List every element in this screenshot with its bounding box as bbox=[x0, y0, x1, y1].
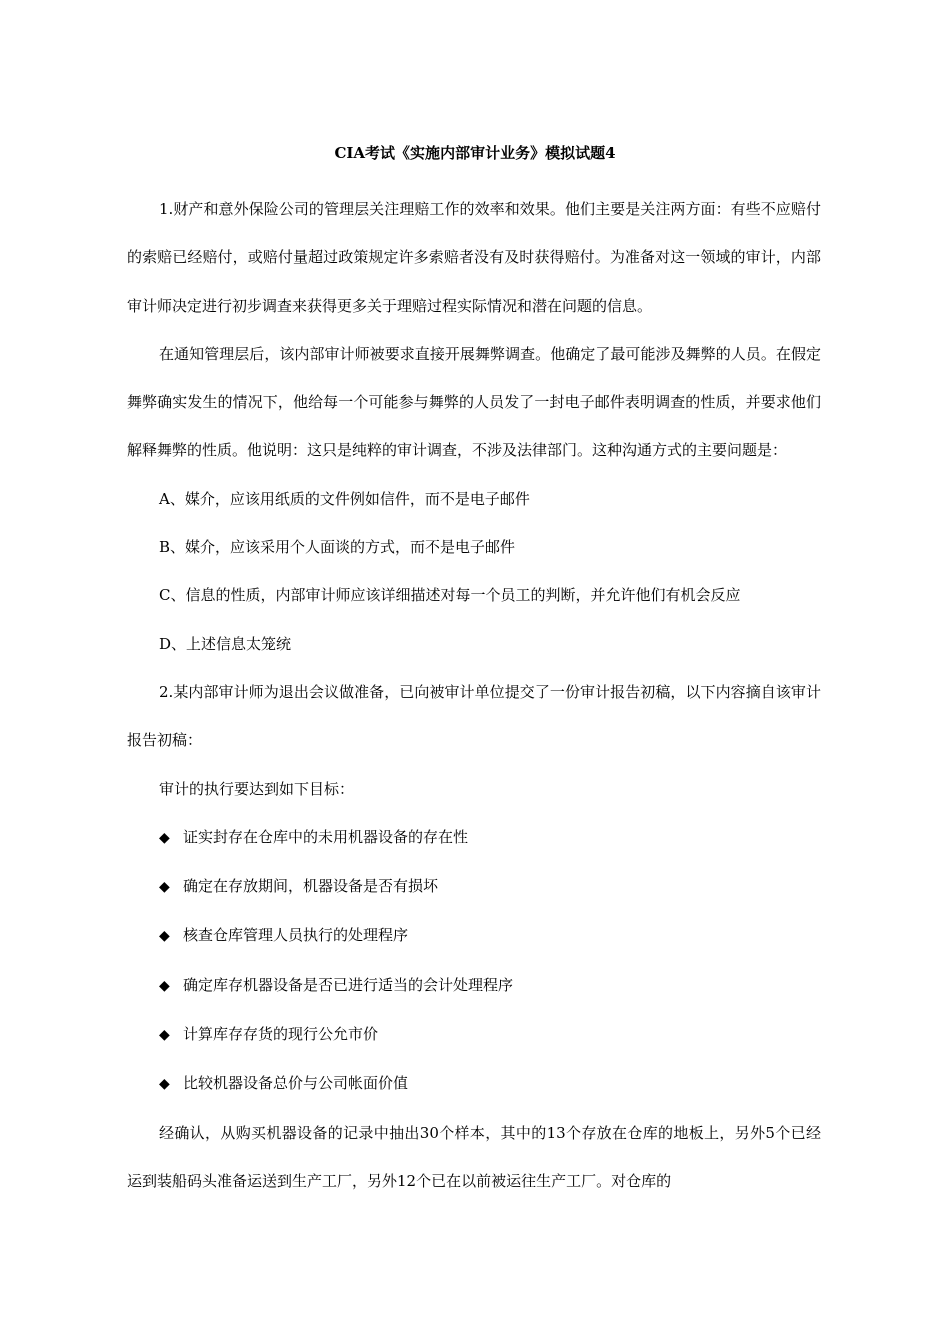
q1-paragraph-2: 在通知管理层后，该内部审计师被要求直接开展舞弊调查。他确定了最可能涉及舞弊的人员。在假定舞弊确实发生的情况下，他给每一个可能参与舞弊的人员发了一封电子邮件表明调查的性质，并要求他们解释舞弊的性质。他说明：这只是纯粹的审计调查，不涉及法律部门。这种沟通方式的主要问题是： bbox=[127, 344, 821, 460]
q1-option-c: C、信息的性质，内部审计师应该详细描述对每一个员工的判断，并允许他们有机会反应 bbox=[159, 586, 741, 605]
q1-option-b: B、媒介，应该采用个人面谈的方式，而不是电子邮件 bbox=[159, 538, 516, 557]
document-body bbox=[127, 185, 821, 1205]
objective-item bbox=[127, 813, 821, 862]
objective-item bbox=[127, 1010, 821, 1059]
diamond-bullet-icon: ◆ bbox=[159, 1027, 170, 1044]
diamond-bullet-icon: ◆ bbox=[159, 977, 170, 994]
objective-text: 核查仓库管理人员执行的处理程序 bbox=[183, 926, 409, 945]
q1-option-d: D、上述信息太笼统 bbox=[159, 634, 292, 653]
q2-objectives-intro: 审计的执行要达到如下目标： bbox=[159, 779, 355, 798]
objective-text: 计算库存存货的现行公允市价 bbox=[183, 1025, 379, 1044]
objective-text: 比较机器设备总价与公司帐面价值 bbox=[183, 1074, 409, 1093]
q1-option-a: A、媒介，应该用纸质的文件例如信件，而不是电子邮件 bbox=[159, 489, 530, 508]
objective-item bbox=[127, 911, 821, 960]
objective-item bbox=[127, 961, 821, 1010]
objective-text: 证实封存在仓库中的未用机器设备的存在性 bbox=[183, 827, 469, 846]
objective-text: 确定库存机器设备是否已进行适当的会计处理程序 bbox=[183, 975, 514, 994]
diamond-bullet-icon: ◆ bbox=[159, 928, 170, 945]
objective-item bbox=[127, 1059, 821, 1108]
q2-paragraph-2: 经确认，从购买机器设备的记录中抽出30个样本，其中的13个存放在仓库的地板上，另外5个已经运到装船码头准备运送到生产工厂，另外12个已在以前被运往生产工厂。对仓库的 bbox=[127, 1123, 821, 1190]
q2-paragraph-1: 2.某内部审计师为退出会议做准备，已向被审计单位提交了一份审计报告初稿，以下内容摘自该审计报告初稿： bbox=[127, 682, 821, 750]
diamond-bullet-icon: ◆ bbox=[159, 1076, 170, 1093]
diamond-bullet-icon: ◆ bbox=[159, 829, 170, 846]
q1-paragraph-1: 1.财产和意外保险公司的管理层关注理赔工作的效率和效果。他们主要是关注两方面：有些不应赔付的索赔已经赔付，或赔付量超过政策规定许多索赔者没有及时获得赔付。为准备对这一领域的审计，内部审计师决定进行初步调查来获得更多关于理赔过程实际情况和潜在问题的信息。 bbox=[127, 200, 821, 315]
objective-item bbox=[127, 862, 821, 911]
objective-text: 确定在存放期间，机器设备是否有损坏 bbox=[183, 877, 439, 896]
document-title: CIA考试《实施内部审计业务》模拟试题4 bbox=[334, 144, 616, 162]
diamond-bullet-icon: ◆ bbox=[159, 879, 170, 896]
